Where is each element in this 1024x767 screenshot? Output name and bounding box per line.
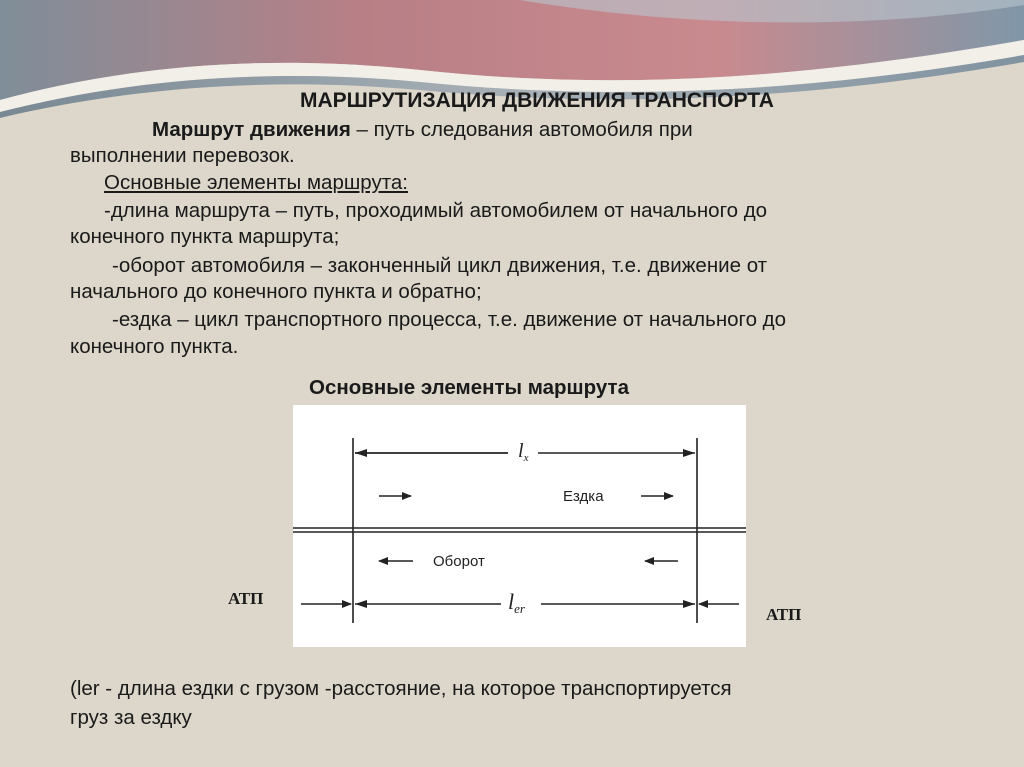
item-trip-line-1: -ездка – цикл транспортного процесса, т.е. движение от начального до (112, 308, 787, 331)
atp-right-label: АТП (766, 605, 802, 624)
label-trip: Ездка (563, 488, 604, 505)
item-turnover-line-1: -оборот автомобиля – законченный цикл движения, т.е. движение от (112, 254, 768, 277)
page-title: МАРШРУТИЗАЦИЯ ДВИЖЕНИЯ ТРАНСПОРТА (300, 89, 774, 112)
atp-left-label: АТП (228, 589, 264, 608)
item-trip-line-2: конечного пункта. (70, 335, 239, 358)
definition-line-2: выполнении перевозок. (70, 144, 295, 167)
route-diagram (293, 405, 746, 647)
label-lx: $l_x$ (518, 440, 529, 464)
label-turnover: Оборот (433, 553, 485, 570)
item-length-line-1: -длина маршрута – путь, проходимый автомобилем от начального до (104, 199, 768, 222)
definition-text: – путь следования автомобиля при (350, 118, 693, 141)
label-ler: ler (508, 589, 525, 616)
figure-title: Основные элементы маршрута (309, 376, 629, 399)
footnote-line-2: груз за ездку (70, 706, 192, 729)
elements-heading: Основные элементы маршрута: (104, 171, 408, 194)
definition-term: Маршрут движения (152, 118, 351, 141)
item-turnover-line-2: начального до конечного пункта и обратно; (70, 280, 482, 303)
item-length-line-2: конечного пункта маршрута; (70, 225, 340, 248)
footnote-line-1: (lеr - длина ездки с грузом -расстояние, на которое транспортируется (70, 677, 732, 700)
definition-line-1 (152, 117, 693, 143)
footnote (70, 674, 732, 732)
